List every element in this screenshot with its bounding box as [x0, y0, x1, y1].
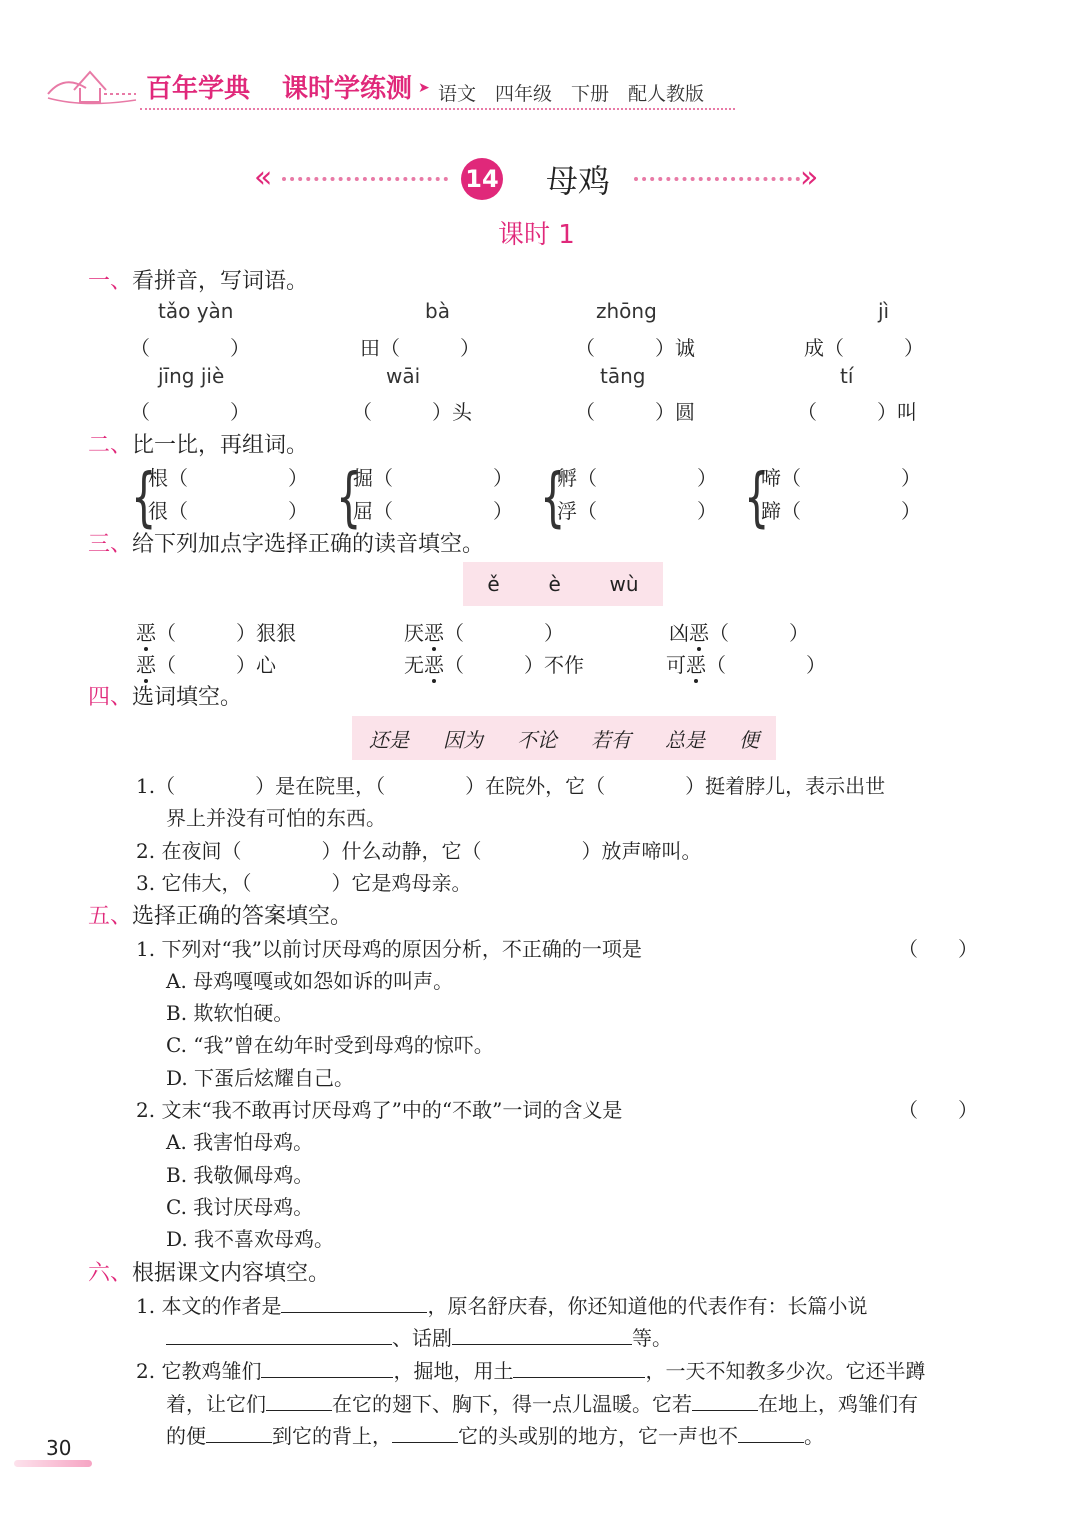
section-5-title: 五、选择正确的答案填空。 [88, 904, 353, 929]
choice-option[interactable]: A. 我害怕母鸡。 [166, 1130, 314, 1154]
option: 因为 [443, 727, 483, 752]
compare-word-blank[interactable]: 屈（ ） [353, 499, 513, 523]
section-1-title: 一、看拼音，写词语。 [88, 269, 309, 294]
compare-word-blank[interactable]: 浮（ ） [557, 499, 717, 523]
choice-option[interactable]: D. 下蛋后炫耀自己。 [166, 1066, 355, 1090]
pinyin: jīng jiè [158, 364, 225, 388]
choice-option[interactable]: C. “我”曾在幼年时受到母鸡的惊吓。 [166, 1033, 494, 1057]
fill-line[interactable] [206, 1422, 272, 1443]
answer-blank[interactable]: 成（ ） [804, 336, 924, 360]
option: ě [487, 572, 500, 596]
header-arrow-icon: ➤ [418, 80, 430, 96]
question-5-1: 1. 下列对“我”以前讨厌母鸡的原因分析，不正确的一项是 [136, 937, 642, 961]
question-5-2: 2. 文末“我不敢再讨厌母鸡了”中的“不敢”一词的含义是 [136, 1098, 623, 1122]
choice-option[interactable]: A. 母鸡嘎嘎或如怨如诉的叫声。 [166, 969, 454, 993]
choice-option[interactable]: B. 欺软怕硬。 [166, 1001, 294, 1025]
title-left-chevrons-icon: « [254, 160, 273, 195]
answer-blank[interactable]: （ ）圆 [575, 400, 695, 424]
pinyin: jì [878, 299, 890, 323]
question-6-1-line1: 1. 本文的作者是 ，原名舒庆春，你还知道他的代表作有：长篇小说 [136, 1294, 868, 1318]
pronunciation-options-box [463, 562, 663, 606]
fill-line[interactable] [261, 1357, 393, 1378]
pronunciation-item[interactable]: 厌恶（ ） [404, 621, 564, 645]
header-brand: 百年学典 [146, 74, 251, 104]
compare-word-blank[interactable]: 根（ ） [148, 466, 308, 490]
pinyin: tǎo yàn [158, 299, 234, 323]
lesson-title: 母鸡 [546, 162, 611, 200]
choice-option[interactable]: B. 我敬佩母鸡。 [166, 1163, 314, 1187]
pronunciation-item[interactable]: 恶（ ）狠狠 [136, 621, 296, 645]
choice-option[interactable]: D. 我不喜欢母鸡。 [166, 1227, 335, 1251]
fill-line[interactable] [692, 1390, 758, 1411]
page-number: 30 [46, 1436, 72, 1460]
compare-word-blank[interactable]: 蹄（ ） [761, 499, 921, 523]
compare-word-blank[interactable]: 很（ ） [148, 499, 308, 523]
question-4-2[interactable]: 2. 在夜间（ ）什么动静，它（ ）放声啼叫。 [136, 839, 702, 863]
fill-line[interactable] [392, 1422, 458, 1443]
question-6-1-line2: 、话剧 等。 [166, 1322, 672, 1351]
answer-blank[interactable]: （ ）叫 [797, 400, 917, 424]
pronunciation-item[interactable]: 恶（ ）心 [136, 653, 276, 677]
section-2-title: 二、比一比，再组词。 [88, 433, 309, 458]
pinyin: tāng [600, 364, 646, 388]
pronunciation-item[interactable]: 凶恶（ ） [669, 621, 809, 645]
answer-blank[interactable]: （ ）诚 [575, 336, 695, 360]
header-series: 课时学练测 [282, 74, 413, 104]
section-4-title: 四、选词填空。 [88, 685, 243, 710]
pronunciation-item[interactable]: 可恶（ ） [666, 653, 826, 677]
answer-blank[interactable]: （ ） [130, 336, 250, 360]
fill-line[interactable] [513, 1357, 645, 1378]
option: 不论 [517, 727, 557, 752]
answer-paren[interactable]: （ ） [898, 937, 978, 961]
fill-line[interactable] [281, 1292, 427, 1313]
pinyin: tí [840, 364, 854, 388]
fill-line[interactable] [738, 1422, 804, 1443]
pinyin: zhōng [596, 299, 657, 323]
fill-line[interactable] [166, 1324, 392, 1345]
brace-icon: { [131, 461, 157, 535]
compare-word-blank[interactable]: 掘（ ） [353, 466, 513, 490]
brace-icon: { [744, 461, 770, 535]
choice-option[interactable]: C. 我讨厌母鸡。 [166, 1195, 314, 1219]
title-right-dotline [634, 177, 800, 181]
question-6-2-line2: 着，让它们 在它的翅下、胸下，得一点儿温暖。它若 在地上，鸡雏们有 [166, 1392, 918, 1416]
option: 总是 [665, 727, 705, 752]
pinyin: wāi [386, 364, 421, 388]
fill-line[interactable] [266, 1390, 332, 1411]
pinyin: bà [425, 299, 450, 323]
fill-line[interactable] [452, 1324, 632, 1345]
header-underline [140, 108, 735, 110]
compare-word-blank[interactable]: 孵（ ） [557, 466, 717, 490]
header-house-icon [44, 64, 140, 108]
brace-icon: { [336, 461, 362, 535]
question-4-3[interactable]: 3. 它伟大，（ ）它是鸡母亲。 [136, 871, 472, 895]
question-4-1-cont: 界上并没有可怕的东西。 [166, 806, 386, 830]
option: è [548, 572, 561, 596]
answer-blank[interactable]: 田（ ） [360, 336, 480, 360]
pronunciation-item[interactable]: 无恶（ ）不作 [404, 653, 584, 677]
option: wù [609, 572, 639, 596]
question-6-2-line3: 的便 到它的背上， 它的头或别的地方，它一声也不 。 [166, 1424, 824, 1448]
answer-blank[interactable]: （ ）头 [352, 400, 472, 424]
option: 便 [739, 727, 759, 752]
question-4-1[interactable]: 1.（ ）是在院里，（ ）在院外，它（ ）挺着脖儿，表示出世 [136, 774, 886, 798]
title-right-chevrons-icon: » [800, 160, 819, 195]
option: 还是 [369, 727, 409, 752]
page-number-bar [14, 1460, 92, 1467]
brace-icon: { [540, 461, 566, 535]
compare-word-blank[interactable]: 啼（ ） [761, 466, 921, 490]
answer-blank[interactable]: （ ） [130, 400, 250, 424]
section-6-title: 六、根据课文内容填空。 [88, 1261, 331, 1286]
lesson-subtitle: 课时 1 [498, 220, 575, 250]
question-6-2-line1: 2. 它教鸡雏们 ，掘地，用土 ，一天不知教多少次。它还半蹲 [136, 1359, 926, 1383]
lesson-number-badge: 14 [461, 158, 503, 200]
header-meta: 语文 四年级 下册 配人教版 [438, 83, 705, 105]
answer-paren[interactable]: （ ） [898, 1098, 978, 1122]
word-options-box [352, 716, 776, 760]
option: 若有 [591, 727, 631, 752]
title-left-dotline [282, 177, 448, 181]
section-3-title: 三、给下列加点字选择正确的读音填空。 [88, 532, 485, 557]
